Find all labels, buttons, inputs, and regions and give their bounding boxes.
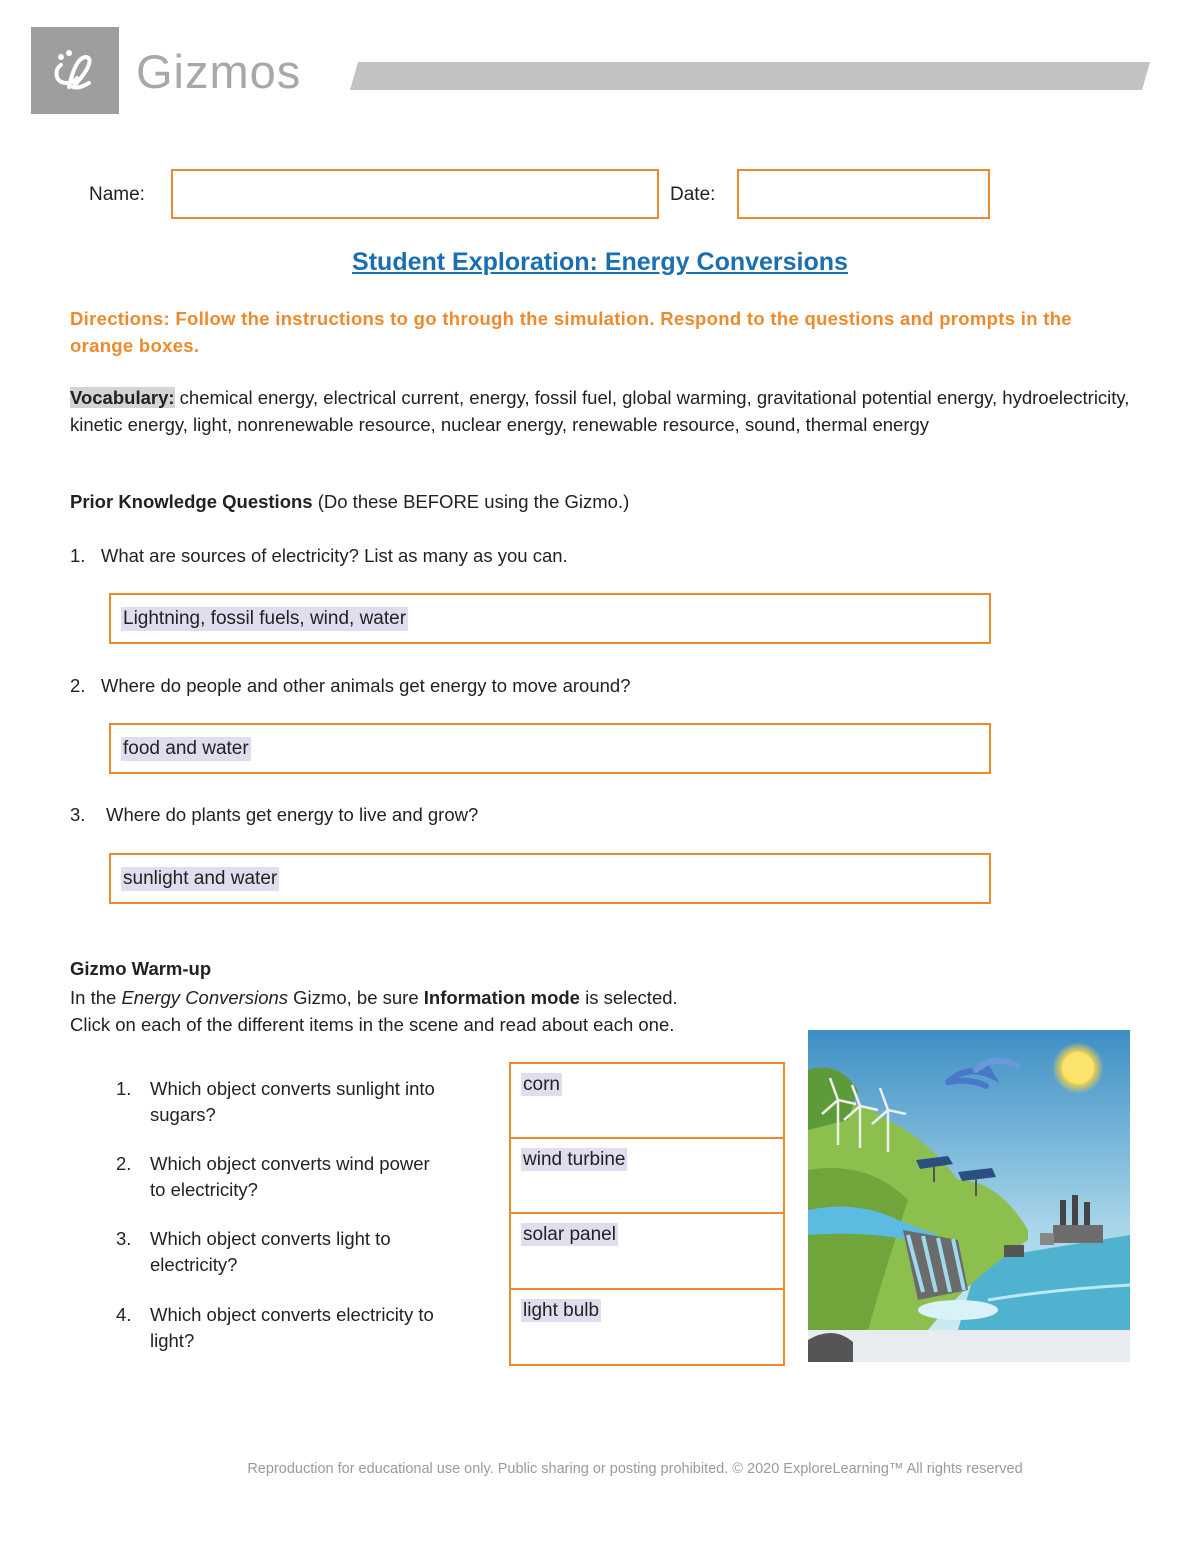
vocabulary-label: Vocabulary:: [70, 387, 175, 408]
question-number: 4.: [116, 1304, 132, 1325]
question-number: 2.: [70, 675, 86, 696]
question-text: Which object converts electricity to: [150, 1304, 434, 1325]
question-text: to electricity?: [150, 1179, 258, 1200]
question-text: Which object converts sunlight into: [150, 1078, 435, 1099]
answer-text: wind turbine: [523, 1149, 626, 1170]
gizmo-name: Energy Conversions: [121, 987, 289, 1008]
energy-scene-image: [808, 1030, 1130, 1362]
brand-name: Gizmos: [136, 45, 302, 98]
question-text: Which object converts wind power: [150, 1153, 430, 1174]
prior-knowledge-note: (Do these BEFORE using the Gizmo.): [312, 491, 630, 512]
warmup-answer-cell-2[interactable]: [509, 1137, 785, 1214]
question-text: light?: [150, 1330, 195, 1351]
warmup-text-part: In the: [70, 987, 122, 1008]
question-2: [70, 675, 631, 697]
warmup-text-part: Gizmo, be sure: [288, 987, 424, 1008]
warmup-text-line2: Click on each of the different items in the scene and read about each one.: [70, 1013, 675, 1035]
warmup-instructions: [70, 985, 810, 1038]
vocabulary-paragraph: [70, 385, 1140, 438]
answer-text: solar panel: [523, 1224, 616, 1245]
warmup-question-3: [116, 1226, 391, 1278]
question-1: [70, 545, 568, 567]
question-text: Which object converts light to: [150, 1228, 391, 1249]
footer-copyright: Reproduction for educational use only. Public sharing or posting prohibited. © 2020 ExploreLearning™ All rights reserved: [247, 1461, 1023, 1477]
answer-box-2[interactable]: [109, 723, 991, 774]
el-logo-icon: [31, 27, 119, 114]
question-text: Where do plants get energy to live and grow?: [106, 804, 479, 825]
header-bar: [350, 62, 1150, 90]
answer-text: sunlight and water: [123, 867, 278, 889]
question-text: Where do people and other animals get energy to move around?: [100, 675, 631, 696]
warmup-question-4: [116, 1302, 434, 1354]
date-label: Date:: [670, 184, 716, 205]
question-text: sugars?: [150, 1104, 216, 1125]
question-number: 2.: [116, 1153, 132, 1174]
question-number: 1.: [116, 1078, 132, 1099]
warmup-question-1: [116, 1076, 435, 1128]
answer-box-1[interactable]: [109, 593, 991, 644]
page-title: Student Exploration: Energy Conversions: [352, 248, 848, 276]
warmup-answer-table: [509, 1062, 785, 1366]
question-number: 3.: [70, 804, 86, 825]
answer-text: Lightning, fossil fuels, wind, water: [123, 607, 407, 629]
warmup-answer-cell-3[interactable]: [509, 1212, 785, 1290]
answer-box-3[interactable]: [109, 853, 991, 904]
warmup-answer-cell-1[interactable]: [509, 1062, 785, 1139]
name-field[interactable]: [171, 169, 659, 219]
question-text: What are sources of electricity? List as many as you can.: [100, 545, 568, 566]
vocabulary-list: chemical energy, electrical current, energy, fossil fuel, global warming, gravitational potential energy, hydroelectricity, kinetic energy, light, nonrenewable resource, nuclear energy, renewable resource, sound, thermal energy: [70, 387, 1130, 435]
warmup-text-part: is selected.: [579, 987, 678, 1008]
warmup-question-2: [116, 1151, 430, 1203]
prior-knowledge-heading: [70, 491, 629, 513]
question-text: electricity?: [150, 1254, 238, 1275]
information-mode-label: Information mode: [423, 987, 580, 1008]
directions-text: Directions: Follow the instructions to go through the simulation. Respond to the questions and prompts in the orange boxes.: [70, 308, 1072, 356]
question-number: 3.: [116, 1228, 132, 1249]
prior-knowledge-title: Prior Knowledge Questions: [70, 491, 313, 512]
name-label: Name:: [89, 184, 145, 205]
question-number: 1.: [70, 545, 86, 566]
answer-text: food and water: [123, 737, 249, 759]
warmup-heading: Gizmo Warm-up: [70, 958, 212, 979]
warmup-answer-cell-4[interactable]: [509, 1288, 785, 1366]
date-field[interactable]: [737, 169, 990, 219]
answer-text: light bulb: [523, 1300, 600, 1321]
answer-text: corn: [523, 1074, 560, 1095]
question-3: [70, 804, 478, 826]
